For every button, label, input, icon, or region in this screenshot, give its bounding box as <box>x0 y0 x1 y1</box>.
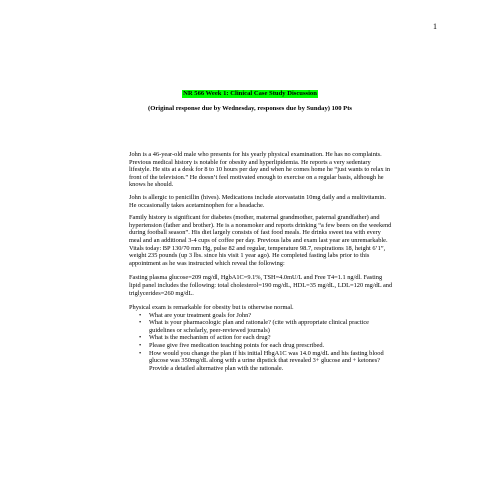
page-number: 1 <box>433 22 437 31</box>
list-item: • What is the mechanism of action for each drug? <box>139 334 393 342</box>
paragraph-intro: John is a 46-year-old male who presents for his yearly physical examination. He has no complaints. Previous medical history is notable for obesity and hyperlipidemia. He reports a very sedentary lifestyle. He sits at a desk for 8 to 10 hours per day and when he comes home he “just wants to relax in front of the television.” He doesn’t feel motivated enough to exercise on a regular basis, although he knows he should. <box>129 151 391 189</box>
case-study-body <box>129 151 393 372</box>
paragraph-exam: Physical exam is remarkable for obesity but is otherwise normal. <box>129 304 294 312</box>
list-item: • What is your pharmacologic plan and rationale? (cite with appropriate clinical practice guidelines or scholarly, peer-reviewed journals) <box>139 319 393 334</box>
list-item: • How would you change the plan if his initial HbgA1C was 14.0 mg/dL and his fasting blood glucose was 350mg/dL along with a urine dipstick that revealed 3+ glucose and + ketones? Provide a detailed alternative plan with the rationale. <box>139 350 393 373</box>
question-list <box>129 312 393 373</box>
list-item: • What are your treatment goals for John? <box>139 312 393 320</box>
paragraph-family-history: Family history is significant for diabetes (mother, maternal grandmother, paternal grandfather) and hypertension (father and brother). He is a nonsmoker and reports drinking “a few beers on the weekend during football season”. His diet largely consists of fast food meals. He drinks sweet tea with every meal and an additional 3-4 cups of coffee per day. Previous labs and exam last year are unremarkable. <box>129 214 392 244</box>
title-block <box>60 82 440 113</box>
document-title: NR 566 Week 1: Clinical Case Study Discussion <box>183 90 317 97</box>
paragraph-vitals: Vitals today: BP 130/70 mm Hg, pulse 82 and regular, temperature 98.7, respirations 18, height 6’1”, weight 235 pounds (up 3 lbs. since his visit 1 year ago). He completed fasting labs prior to this appointment as he was instructed which reveal the following: <box>129 244 386 267</box>
list-item: • Please give five medication teaching points for each drug prescribed. <box>139 342 393 350</box>
document-subtitle: (Original response due by Wednesday, responses due by Sunday) 100 Pts <box>148 105 352 112</box>
paragraph-labs: Fasting plasma glucose=209 mg/dl, HgbA1C=9.1%, TSH=4.0mU/L and Free T4=1.1 ng/dl. Fasting lipid panel includes the following: total cholesterol=190 mg/dL, HDL=35 mg/dL, LDL=120 mg/dL and triglycerides=260 mg/dL. <box>129 274 393 297</box>
paragraph-allergy: John is allergic to penicillin (hives). Medications include atorvastatin 10mg daily and a multivitamin. He occasionally takes acetaminophen for a headache. <box>129 193 386 209</box>
